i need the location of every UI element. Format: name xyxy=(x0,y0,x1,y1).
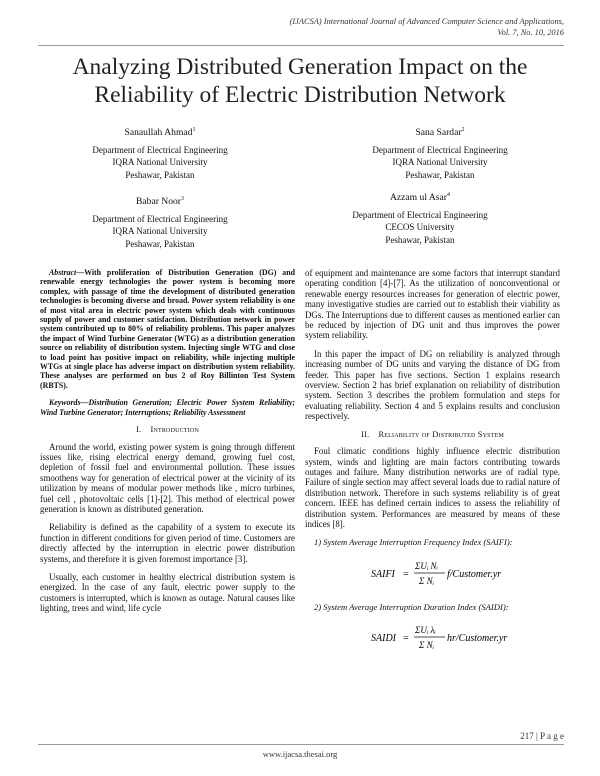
subheading-saifi: 1) System Average Interruption Frequency Index (SAIFI): xyxy=(314,537,513,548)
paragraph: Foul climatic conditions highly influence electric distribution system, winds and lighting are main factors contributing towards outages and failure. Many distribution networks are of radial type. Failure of single section may affect several loads due to radial nature of distribution network. Therefore in such systems reliability is of great concern. IEEE has defined certain indices to assess the reliability of distribution system. Performances are measured by means of these indices [8]. xyxy=(305,446,560,529)
author-name: Babar Noor xyxy=(135,196,182,208)
left-column xyxy=(40,268,295,622)
paragraph: of equipment and maintenance are some factors that interrupt standard operating condition [4]-[7]. As the utilization of nonconventional or renewable energy resources increases for generation of electric power, many investigative studies are carried out to establish their viability as DGs. The Interruptions due to different causes as mentioned earlier can be reduced by injection of DG unit and thus improves the power system reliability. xyxy=(305,268,560,341)
section-number: II. xyxy=(361,429,370,439)
section-heading-introduction xyxy=(40,425,295,435)
author-city: Peshawar, Pakistan xyxy=(405,169,475,180)
equation-saifi xyxy=(305,556,560,590)
author-block-1 xyxy=(60,124,260,181)
author-block-3 xyxy=(60,193,260,250)
paragraph: Reliability is defined as the capability of a system to execute its function in different conditions for given period of time. Customers are directly affected by the interruption in electric power distribution systems, and therefore it is given foremost importance [3]. xyxy=(40,522,295,564)
equation-saidi xyxy=(305,620,560,654)
author-univ: IQRA National University xyxy=(392,157,488,168)
paper-title xyxy=(30,53,570,109)
author-city: Peshawar, Pakistan xyxy=(385,234,455,245)
author-dept: Department of Electrical Engineering xyxy=(92,213,228,224)
author-dept: Department of Electrical Engineering xyxy=(372,144,508,155)
author-sup: 4 xyxy=(447,192,450,198)
paragraph: Usually, each customer in healthy electrical distribution system is energized. In the case of any fault, electric power supply to the customers is interrupted, which is known as outage. Natural causes like lighting, trees and wind, life cycle xyxy=(40,571,295,614)
paragraph: Around the world, existing power system is going through different issues like, rising electrical energy demand, growing fuel cost, depletion of fossil fuel and environmental pollution. These issues smoothens way for generation of electrical power at the vicinity of its utilization by means of modular power methods like , micro turbines, fuel cell , photovoltaic cells [1]-[2]. This method of electrical power generation is known as distributed generation. xyxy=(40,441,295,514)
eq-denominator: Σ Nᵢ xyxy=(418,575,434,586)
eq-rhs: f/Customer.yr xyxy=(446,568,501,580)
eq-equals: = xyxy=(402,568,409,580)
author-block-2 xyxy=(340,124,540,181)
right-column xyxy=(305,268,560,666)
equation-saifi-svg xyxy=(333,556,533,590)
section-title: Introduction xyxy=(150,425,199,435)
keywords-label: Keywords xyxy=(49,398,81,408)
eq-rhs: hr/Customer.yr xyxy=(446,633,507,645)
journal-url: www.ijacsa.thesai.org xyxy=(262,749,338,759)
subheading-saidi: 2) System Average Interruption Duration Index (SAIDI): xyxy=(314,601,509,612)
author-city: Peshawar, Pakistan xyxy=(125,238,195,249)
abstract-text: —With proliferation of Distribution Generation (DG) and renewable energy technologies the power system is becoming more complex, with passage of time the development of distributed generation technologies is becoming diverse and broad. Power system reliability is one of most vital area in electric power system which deals with continuous supply of power and customer satisfaction. Distribution network in power system contributed up to 80% of reliability problems. This paper analyzes the impact of Wind Turbine Generator (WTG) as a distribution generation source on reliability of distribution system. Injecting single WTG and close to load point has positive impact on reliability, while injecting multiple WTGs at single place has adverse impact on distribution system reliability. These analyses are performed on bus 2 of Roy Billinton Test System (RBTS). xyxy=(40,268,295,390)
title-line-2: Reliability of Electric Distribution Network xyxy=(94,82,506,108)
equation-saidi-svg xyxy=(333,620,533,654)
author-name: Azzam ul Asar xyxy=(389,192,447,204)
title-line-1: Analyzing Distributed Generation Impact on the xyxy=(72,54,528,80)
journal-header xyxy=(234,16,564,38)
author-sup: 3 xyxy=(181,196,185,202)
eq-lhs: SAIFI xyxy=(370,568,395,580)
section-number: I. xyxy=(135,425,142,435)
paragraph: In this paper the impact of DG on reliability is analyzed through increasing number of DG units and varying the distance of DG from feeder. This paper has five sections. Section 1 explains research overview. Section 2 has brief explanation on reliability of distribution system. Section 3 describes the problem formulation and steps for evaluating reliability. Section 4 and 5 explains results and conclusion respectively. xyxy=(305,348,560,422)
keywords xyxy=(40,398,295,417)
abstract-label: Abstract xyxy=(49,268,77,277)
eq-numerator: ΣUᵢ λᵢ xyxy=(414,625,436,636)
author-univ: IQRA National University xyxy=(112,157,208,168)
journal-line-1: (IJACSA) International Journal of Advanced Computer Science and Applications, xyxy=(289,17,564,26)
footer-rule xyxy=(38,744,564,745)
author-block-4 xyxy=(320,189,520,246)
author-univ: IQRA National University xyxy=(112,226,208,237)
eq-lhs: SAIDI xyxy=(370,633,396,645)
abstract xyxy=(40,268,295,390)
author-name: Sanaullah Ahmad xyxy=(124,127,193,139)
keywords-text: —Distribution Generation; Electric Power System Reliability; Wind Turbine Generator; Interruptions; Reliability Assessment xyxy=(40,398,295,417)
author-sup: 2 xyxy=(461,127,465,133)
section-heading-reliability xyxy=(305,430,560,440)
author-sup: 1 xyxy=(192,127,196,133)
author-dept: Department of Electrical Engineering xyxy=(352,209,488,220)
author-city: Peshawar, Pakistan xyxy=(125,169,195,180)
journal-line-2: Vol. 7, No. 10, 2016 xyxy=(497,28,564,37)
section-title: Reliability of Distributed System xyxy=(378,429,504,439)
eq-denominator: Σ Nᵢ xyxy=(418,640,434,651)
author-univ: CECOS University xyxy=(385,222,455,233)
eq-numerator: ΣUᵢ Nᵢ xyxy=(414,560,438,571)
author-name: Sana Sardar xyxy=(415,127,462,139)
page-number: 217 | P a g e xyxy=(520,731,564,741)
header-rule xyxy=(38,45,564,46)
eq-equals: = xyxy=(402,633,409,645)
author-dept: Department of Electrical Engineering xyxy=(92,144,228,155)
